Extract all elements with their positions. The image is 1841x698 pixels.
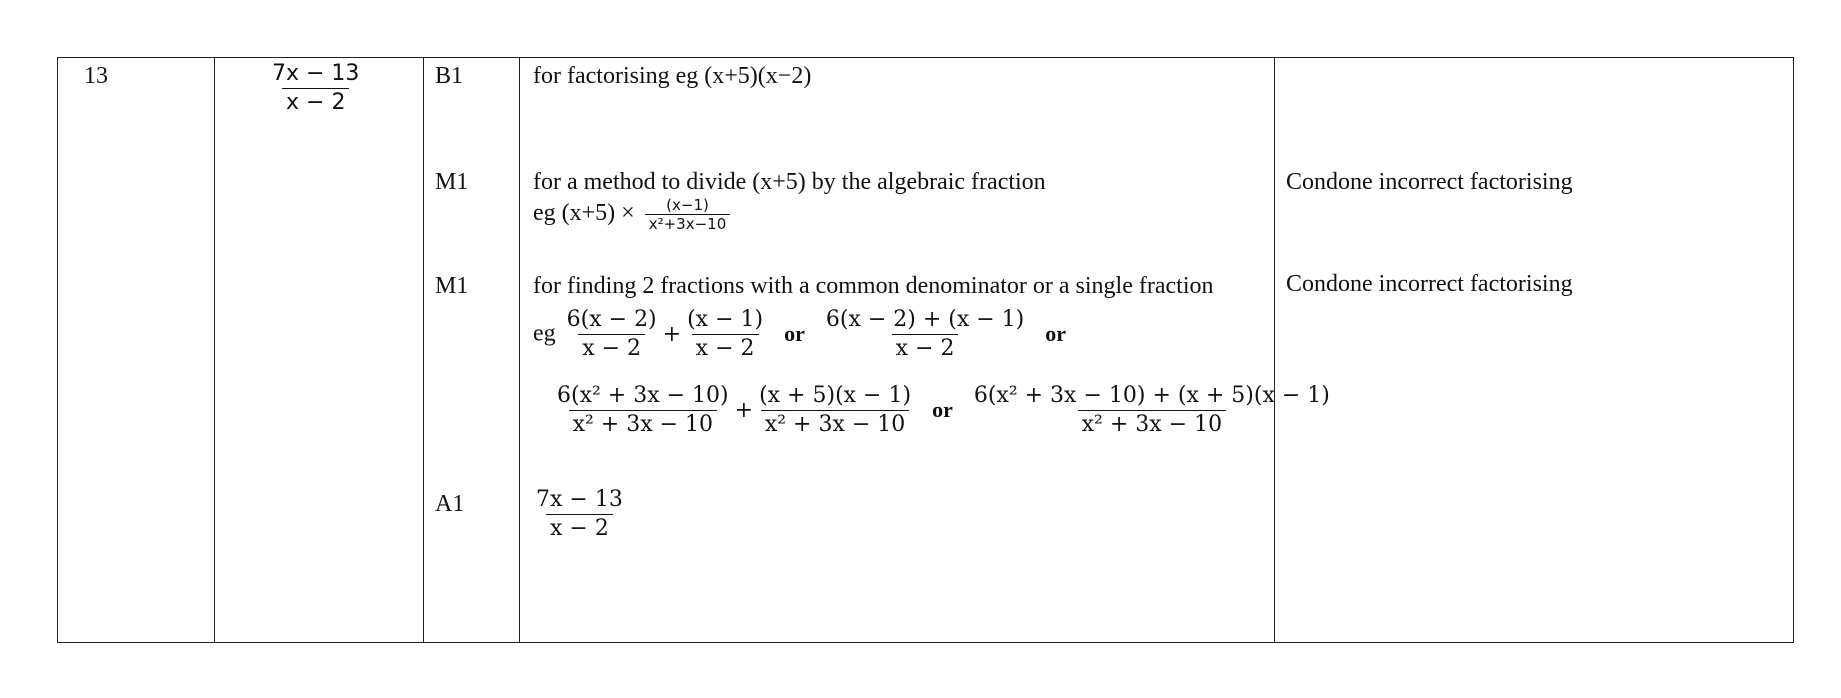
b1-guidance: for factorising eg (x+5)(x−2) (533, 63, 812, 89)
column-divider (423, 58, 424, 642)
or-label: or (784, 320, 805, 346)
answer-fraction (268, 60, 363, 117)
plus-sign: + (734, 397, 754, 423)
answer-denominator: x − 2 (282, 88, 349, 117)
eg-label: eg (533, 320, 556, 347)
mark-code-m1: M1 (435, 169, 469, 195)
fraction-numerator: (x−1) (666, 196, 709, 214)
m1-example-prefix: eg (x+5) × (533, 200, 635, 227)
fraction-numerator: 7x − 13 (536, 487, 623, 512)
column-divider (214, 58, 215, 642)
column-divider (1274, 58, 1275, 642)
fraction-denominator: x − 2 (578, 334, 645, 363)
answer-numerator: 7x − 13 (272, 61, 360, 86)
m1-common-denominator-guidance: for finding 2 fractions with a common denominator or a single fraction (533, 273, 1214, 299)
fraction-numerator: 6(x² + 3x − 10) (557, 383, 729, 408)
fraction-denominator: x − 2 (892, 334, 959, 363)
fraction-denominator: x² + 3x − 10 (569, 410, 717, 439)
fraction-denominator: x² + 3x − 10 (761, 410, 909, 439)
question-number: 13 (84, 63, 108, 89)
mark-code-m1: M1 (435, 273, 469, 299)
fraction-numerator: 6(x − 2) (566, 307, 657, 332)
mark-code-b1: B1 (435, 63, 464, 89)
fraction-numerator: 6(x − 2) + (x − 1) (825, 307, 1025, 332)
fraction-denominator: x − 2 (692, 334, 759, 363)
fraction-numerator: (x + 5)(x − 1) (759, 383, 912, 408)
m1-method-guidance: for a method to divide (x+5) by the algebraic fraction (533, 169, 1046, 195)
a1-final-answer (532, 486, 627, 543)
mark-scheme-table (57, 57, 1794, 643)
fraction-numerator: (x − 1) (687, 307, 764, 332)
fraction-denominator: x² + 3x − 10 (1078, 410, 1226, 439)
m1-method-example (533, 196, 730, 233)
m1-example-line-1 (533, 306, 1076, 363)
or-label: or (932, 396, 953, 422)
fraction-denominator: x − 2 (546, 514, 613, 543)
m1-note: Condone incorrect factorising (1286, 169, 1573, 195)
m1-example-line-2 (553, 382, 1334, 439)
or-label: or (1045, 320, 1067, 346)
mark-code-a1: A1 (435, 491, 465, 517)
column-divider (519, 58, 520, 642)
m1-note: Condone incorrect factorising (1286, 271, 1573, 297)
fraction-denominator: x²+3x−10 (645, 214, 731, 233)
plus-sign: + (662, 321, 682, 347)
fraction-numerator: 6(x² + 3x − 10) + (x + 5)(x − 1) (973, 383, 1330, 408)
